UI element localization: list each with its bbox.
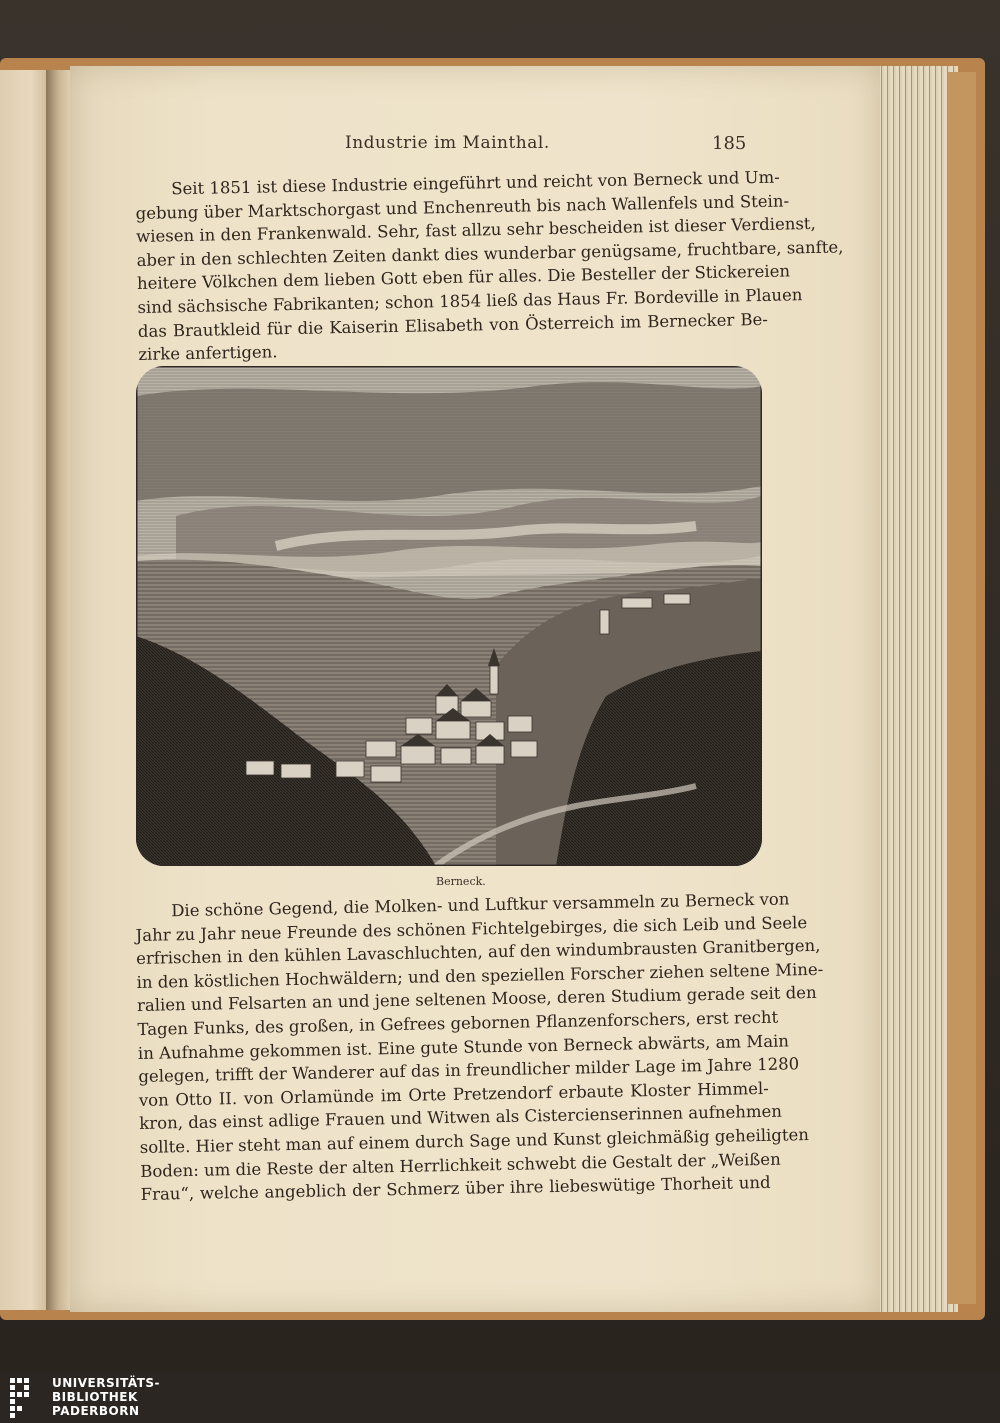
engraving-landscape-icon <box>136 366 762 866</box>
text-line: Seit 1851 ist diese Industrie eingeführt und reicht von Berneck und Um- <box>171 167 780 199</box>
text-line: kron, das einst adlige Frauen und Witwen als Cistercienserinnen aufnehmen <box>139 1101 783 1134</box>
text-line: ralien und Felsarten an und jene seltenen Moose, deren Studium gerade seit den <box>136 983 817 1016</box>
library-name-line: PADERBORN <box>52 1404 140 1418</box>
text-line: erfrischen in den kühlen Lavaschluchten, auf den windumbrausten Granitbergen, <box>135 936 821 969</box>
library-name-line: UNIVERSITÄTS- <box>52 1376 161 1390</box>
running-title: Industrie im Mainthal. <box>345 133 550 153</box>
text-line: Tagen Funks, des großen, in Gefrees gebornen Pflanzenforschers, erst recht <box>137 1007 779 1039</box>
university-library-logo-icon <box>8 1376 38 1418</box>
page-edges <box>878 66 958 1312</box>
text-line: Jahr zu Jahr neue Freunde des schönen Fichtelgebirges, die sich Leib und Seele <box>135 912 808 945</box>
text-line: Boden: um die Reste der alten Herrlichkeit schwebt die Gestalt der „Weißen <box>140 1149 781 1181</box>
text-line: gelegen, trifft der Wanderer auf das in freundlicher milder Lage im Jahre 1280 <box>138 1054 800 1087</box>
text-line: heitere Völkchen dem lieben Gott eben für alles. Die Besteller der Stickereien <box>136 261 791 294</box>
left-page-edge <box>0 70 52 1310</box>
text-line: aber in den schlechten Zeiten dankt dies wunderbar genügsame, fruchtbare, sanfte, <box>136 237 844 270</box>
illustration-caption: Berneck. <box>436 875 486 888</box>
library-name-line: BIBLIOTHEK <box>52 1390 138 1404</box>
text-line: wiesen in den Frankenwald. Sehr, fast allzu sehr bescheiden ist dieser Verdienst, <box>135 214 816 247</box>
library-footer <box>0 1372 1000 1423</box>
page-number: 185 <box>712 133 747 154</box>
paragraph-1 <box>135 166 844 367</box>
text-line: Frau“, welche angeblich der Schmerz über ihre liebeswütige Thorheit und <box>140 1172 771 1205</box>
cover-edge <box>948 72 976 1304</box>
text-line: zirke anfertigen. <box>138 342 278 365</box>
text-line: sollte. Hier steht man auf einem durch Sage und Kunst gleichmäßig geheiligten <box>139 1125 810 1157</box>
text-line: in Aufnahme gekommen ist. Eine gute Stunde von Berneck abwärts, am Main <box>137 1031 790 1063</box>
text-line: Die schöne Gegend, die Molken- und Luftkur versammeln zu Berneck von <box>171 889 790 921</box>
paragraph-2 <box>135 888 824 1207</box>
text-line: das Brautkleid für die Kaiserin Elisabeth von Österreich im Bernecker Be- <box>137 309 769 341</box>
text-line: sind sächsische Fabrikanten; schon 1854 ließ das Haus Fr. Bordeville in Plauen <box>137 285 803 317</box>
text-line: von Otto II. von Orlamünde im Orte Pretzendorf erbaute Kloster Himmel- <box>138 1078 769 1110</box>
page-header <box>0 133 1000 159</box>
text-line: in den köstlichen Hochwäldern; und den speziellen Forscher ziehen seltene Mine- <box>136 959 824 992</box>
text-line: gebung über Marktschorgast und Enchenreuth bis nach Wallenfels und Stein- <box>135 191 790 223</box>
